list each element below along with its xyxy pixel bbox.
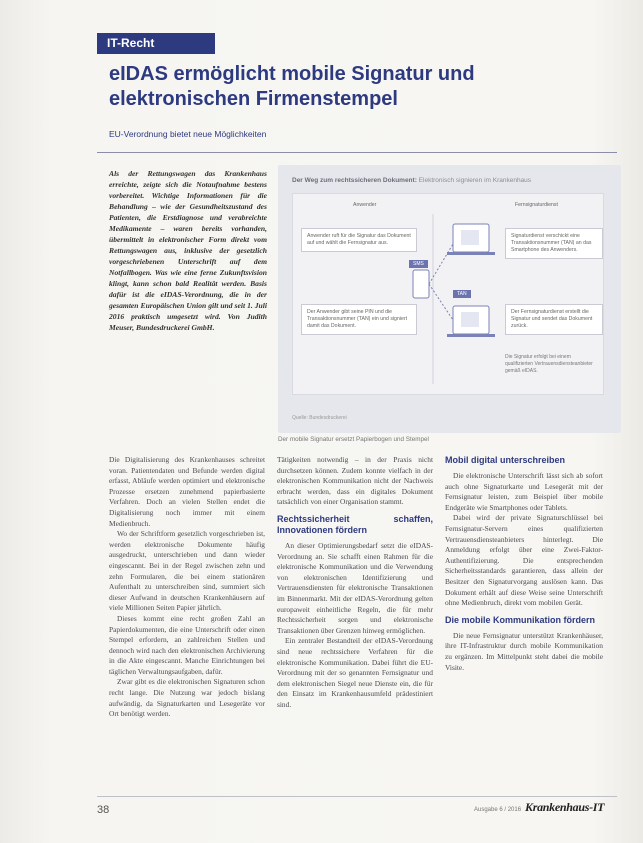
figure-source: Quelle: Bundesdruckerei	[292, 415, 347, 421]
figure-box-bottom-right: Der Fernsignaturdienst erstellt die Signatur und sendet das Dokument zurück.	[505, 304, 603, 335]
col1-paragraph: Dieses kommt eine recht großen Zahl an Papierdokumenten, die eine Unterschrift oder einen Stempel erfordern, an zahlreichen Stellen und dennoch wird nach den elektronischen Archivierung in die Akte eingescannt. Manche Einrichtungen bei täglichen Verwaltungsaufgaben, dafür.	[109, 613, 265, 676]
figure-title	[292, 177, 531, 184]
figure-left-label: Anwender	[353, 202, 377, 208]
laptop-base-bottom	[447, 334, 495, 337]
col2-paragraph: Ein zentraler Bestandteil der eIDAS-Verordnung sind neue rechtssichere Verfahren für die elektronische Kommunikation. Dabei führt die EU-Verordnung mit der so genannten Fernsignatur und dem elektronischen Siegel neue Dienste ein, die für den Einsatz im Krankenhausumfeld prädestiniert sind.	[277, 636, 433, 709]
figure-panel	[292, 193, 604, 395]
figure-note: Die Signatur erfolgt bei einem qualifizierten Vertrauensdiensteanbieter gemäß eIDAS.	[505, 354, 593, 374]
figure-caption: Der mobile Signatur ersetzt Papierbogen und Stempel	[278, 436, 429, 443]
header-divider	[97, 152, 617, 153]
smartphone-icon	[413, 270, 429, 298]
figure-title-bold: Der Weg zum rechtssicheren Dokument:	[292, 177, 417, 184]
figure-sms-tag: SMS	[409, 260, 428, 268]
figure-tan-tag: TAN	[453, 290, 471, 298]
title-line-1: eIDAS ermöglicht mobile Signatur und	[109, 63, 475, 85]
col1-paragraph: Wo der Schriftform gesetzlich vorgeschrieben ist, werden elektronische Dokumente häufig ausgedruckt, unterschrieben und dann wieder eingescannt. Bei in der Regel zwischen zehn und zehn Formularen, die bei einem stationären Aufenthalt zu unterschreiben sind, summiert sich dieser Aufwand in deutschen Krankenhäusern auf viele Millionen Seiten Papier jährlich.	[109, 529, 265, 613]
col3-paragraph: Die neue Fernsignatur unterstützt Krankenhäuser, ihre IT-Infrastruktur durch mobile Kommunikation zu ergänzen. Im Mittelpunkt steht dabei die mobile Visite.	[445, 630, 603, 672]
figure-right-label: Fernsignaturdienst	[515, 202, 558, 208]
col3-paragraph: Die elektronische Unterschrift lässt sich ab sofort auch ohne Signaturkarte und Lesegerät mit der Fernsignatur leisten, zum Beispiel über mobile Endgeräte wie Smartphones oder Tablets.	[445, 471, 603, 512]
document-icon-top	[461, 230, 479, 245]
section-ribbon	[97, 33, 215, 54]
col3-paragraph: Dabei wird der private Signaturschlüssel bei Fernsignatur-Servern eines qualifizierten Vertrauensdiensteanbieters hinterlegt. Die Anmeldung erfolgt über eine Zwei-Faktor-Authentifizierung. Die entsprechenden Sicherheitsstandards garantieren, dass allein der Besitzer den Signaturvorgang auslösen kann. Das Dokument erhält auf diese Weise seine Unterschrift ohne Medienbruch, direkt vom mobilen Gerät.	[445, 513, 603, 608]
page-number: 38	[97, 804, 110, 816]
laptop-base-top	[447, 252, 495, 255]
issue-label: Ausgabe 6 / 2016	[474, 807, 522, 813]
body-column-2	[277, 455, 433, 780]
col2-heading: Rechtssicherheit schaffen, Innovationen fördern	[277, 513, 433, 535]
body-column-3	[445, 455, 603, 780]
footer-divider	[97, 796, 617, 797]
article-title	[109, 62, 549, 112]
figure-title-rest: Elektronisch signieren im Krankenhaus	[418, 177, 532, 184]
col1-paragraph: Die Digitalisierung des Krankenhauses schreitet voran. Patientendaten und Befunde werden digital erfasst, Abläufe werden optimiert und elektronische Prozesse ersetzen zunehmend papierbasierte Verfahren. Doch an vielen Stellen endet die Digitalisierung noch immer mit einem Medienbruch.	[109, 455, 265, 528]
article-subtitle: EU-Verordnung bietet neue Möglichkeiten	[109, 129, 267, 139]
document-icon-bottom	[461, 312, 479, 327]
col2-paragraph: An dieser Optimierungsbedarf setzt die eIDAS-Verordnung an. Sie schafft einen Rahmen für die elektronische Kommunikation und die Verwendung von elektronischen Identifizierung und Vertrauensdiensten für elektronische Transaktionen im Binnenmarkt. Mit der eIDAS-Verordnung gelten europaweit einheitliche Regeln, die für mehr Rechtssicherheit sorgen und elektronische Transaktionen über Grenzen hinweg ermöglichen.	[277, 540, 433, 635]
title-line-2: elektronischen Firmenstempel	[109, 88, 398, 110]
intro-paragraph: Als der Rettungswagen das Krankenhaus erreichte, zeigte sich die Notaufnahme bestens vorbereitet. Wichtige Informationen für die Behandlung – wie der Gesundheitszustand des Patienten, die Erstdiagnose und verabreichte Medikamente – waren bereits vorhanden, übermittelt in elektronischer Form direkt vom Rettungswagen aus, inklusive der gesetzlich vorgeschriebenen Unterschrift auf dem Notfallbogen. Was wie eine ferne Zukunftsvision klingt, kann schon bald Realität werden. Basis dafür ist die eIDAS-Verordnung, die in der gesamten Europäischen Union gilt und seit 1. Juli 2016 praktisch umgesetzt wird. Von Judith Meuser, Bundesdruckerei GmbH.	[109, 169, 267, 332]
figure-box-top-right: Signaturdienst verschickt eine Transaktionsnummer (TAN) an das Smartphone des Anwenders.	[505, 228, 603, 259]
section-label: IT-Recht	[107, 36, 155, 50]
col3-heading-2: Die mobile Kommunikation fördern	[445, 614, 596, 625]
magazine-brand-logo: Krankenhaus-IT	[525, 800, 605, 814]
figure-box-bottom-left: Der Anwender gibt seine PIN und die Transaktionsnummer (TAN) ein und signiert damit das Dokument.	[301, 304, 417, 335]
col3-heading-1: Mobil digital unterschreiben	[445, 455, 566, 465]
col1-paragraph: Zwar gibt es die elektronischen Signaturen schon recht lange. Die Nutzung war jedoch bislang aufwändig, da Signaturkarten und Lesegeräte vor Ort benötigt werden.	[109, 677, 265, 719]
figure-box-top-left: Anwender ruft für die Signatur das Dokument auf und wählt die Fernsignatur aus.	[301, 228, 417, 252]
col2-intro-paragraph: Tätigkeiten notwendig – in der Praxis nicht durchsetzen können. Zudem konnte vielfach in der elektronischen Kommunikation nicht der Nachweis erbracht werden, dass ein digitales Dokument tatsächlich von einer Organisation stammt.	[277, 455, 433, 507]
body-column-1	[109, 455, 265, 780]
figure-diagram	[278, 165, 621, 433]
